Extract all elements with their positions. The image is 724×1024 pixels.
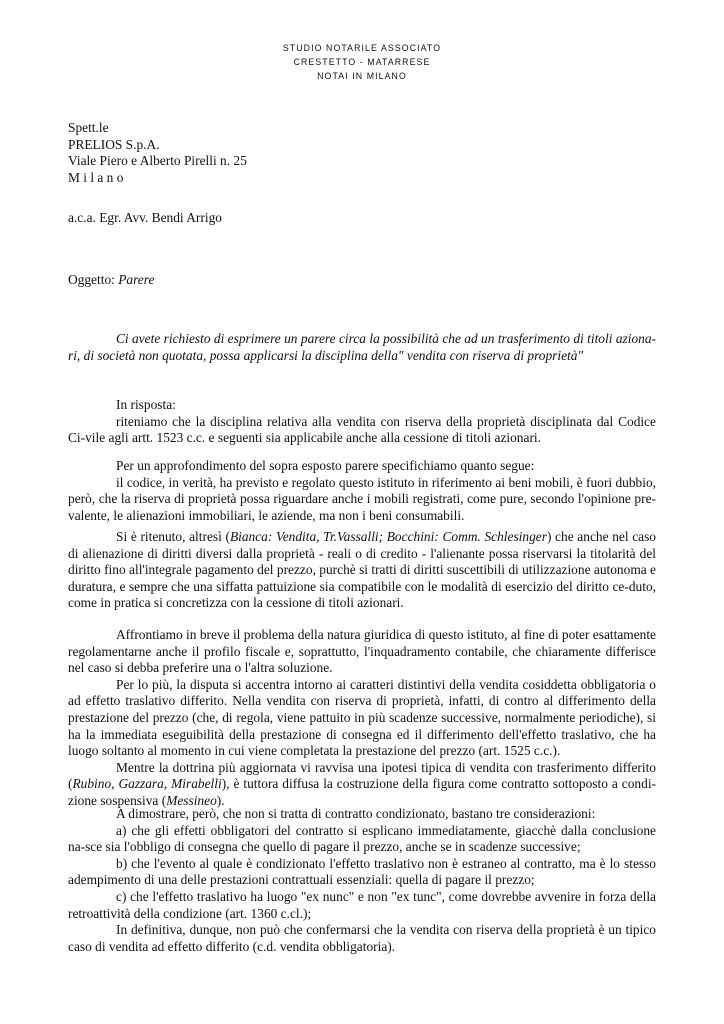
subject-line [68,272,656,289]
considerations-intro: A dimostrare, però, che non si tratta di contratto condizionato, bastano tre considerazioni: [116,806,596,821]
reply-section [68,397,656,447]
letterhead-names: CRESTETTO - MATARRESE [293,57,431,68]
doctrine-text-before: Si è ritenuto, altresì ( [116,529,230,544]
subject-label: Oggetto: [68,272,119,287]
analysis-intro: Per un approfondimento del sopra esposto parere specifichiamo quanto segue: [116,458,535,473]
recipient-street: Viale Piero e Alberto Pirelli n. 25 [68,153,247,169]
consideration-b: b) che l'evento al quale è condizionato l'effetto traslativo non è estraneo al contratto, ma è lo stesso adempimento di una delle prestazioni contrattuali essenziali: quella di pagare il prezzo; [68,855,656,888]
considerations-section [68,806,656,955]
recipient-city: M i l a n o [68,169,124,185]
reply-text: riteniamo che la disciplina relativa alla vendita con riserva della proprietà disciplinata dal Codice Ci-vile agli artt. 1523 c.c. e seguenti sia applicabile anche alla cessione di titoli azionari. [68,413,656,446]
doctrine-citation: Bianca: Vendita, Tr.Vassalli; Bocchini: Comm. Schlesinger [229,529,547,544]
subject-value: Parere [118,272,155,287]
doctrine-paragraph [68,529,656,612]
legal-nature-section [68,627,656,810]
recipient-salutation: Spett.le [68,120,109,135]
letterhead [29,42,695,84]
legal-nature-text-3-mid: ), è tuttora diffusa la costruzione della figura come contratto sottoposto a condi-zione sospensiva ( [68,776,656,808]
analysis-paragraph [68,458,656,524]
request-paragraph: Ci avete richiesto di esprimere un parere circa la possibilità che ad un trasferimento di titoli aziona-ri, di società non quotata, possa applicarsi la disciplina della" vendita con riserva di proprietà" [68,331,656,363]
legal-nature-citation-1: Rubino, Gazzara, Mirabelli [72,776,222,792]
legal-nature-text-3 [68,760,656,810]
analysis-text: il codice, in verità, ha previsto e regolato questo istituto in riferimento ai beni mobili, è fuori dubbio, però, che la riserva di proprietà possa riguardare anche i mobili registrati, come pure, secondo l'opinione pre-valente, le alienazioni immobiliari, le aziende, ma non i beni consumabili. [68,474,656,523]
attention-line: a.c.a. Egr. Avv. Bendi Arrigo [68,210,222,225]
doctrine-text-after: ) che anche nel caso di alienazione di diritti diversi dalla proprietà - reali o di credito - l'alienante possa riservarsi la titolarità del diritto fino all'integrale pagamento del prezzo, purchè si tratti di diritti suscettibili di utilizzazione autonoma e duratura, e sempre che una siffatta pattuizione sia compatibile con le modalità di esercizio del diritto ce-duto, come in pratica si concretizza con la cessione di titoli azionari. [68,529,657,611]
legal-nature-text-1: Affrontiamo in breve il problema della natura giuridica di questo istituto, al fine di poter esattamente regolamentarne anche il profilo fiscale e, soprattutto, l'inquadramento contabile, che chiaramente differisce nel caso si debba preferire una o l'altra soluzione. [68,627,656,676]
legal-nature-text-3-after: ). [216,792,225,808]
reply-intro: In risposta: [116,397,176,412]
letterhead-firm: STUDIO NOTARILE ASSOCIATO [282,43,442,54]
recipient-address [68,120,656,186]
legal-nature-text-3-before: Mentre la dottrina più aggiornata vi ravvisa una ipotesi tipica di vendita con trasferimento differito ( [68,759,656,792]
legal-nature-citation-2: Messineo [166,792,217,808]
legal-nature-text-2: Per lo più, la disputa si accentra intorno ai caratteri distintivi della vendita cosiddetta obbligatoria o ad effetto traslativo differito. Nella vendita con riserva di proprietà, infatti, di contro al differimento della prestazione del prezzo (che, di regola, viene pattuito in più scadenze successive, normalmente periodiche), si ha la immediata eseguibilità della prestazione di consegna ed il differimento dell'effetto traslativo, che ha luogo soltanto al momento in cui viene completata la prestazione del prezzo (art. 1525 c.c.). [68,676,656,759]
conclusion-text: In definitiva, dunque, non può che confermarsi che la vendita con riserva della proprietà è un tipico caso di vendita ad effetto differito (c.d. vendita obbligatoria). [68,922,656,954]
consideration-a: a) che gli effetti obbligatori del contratto si esplicano immediatamente, giacchè dalla conclusione na-sce sia l'obbligo di consegna che quello di pagare il prezzo, anche se in scadenze successive; [68,822,656,855]
letterhead-city: NOTAI IN MILANO [317,71,407,82]
recipient-company: PRELIOS S.p.A. [68,136,160,152]
consideration-c: c) che l'effetto traslativo ha luogo "ex nunc" e non "ex tunc", come dovrebbe avvenire in forza della retroattività della condizione (art. 1360 c.cl.); [68,888,656,921]
